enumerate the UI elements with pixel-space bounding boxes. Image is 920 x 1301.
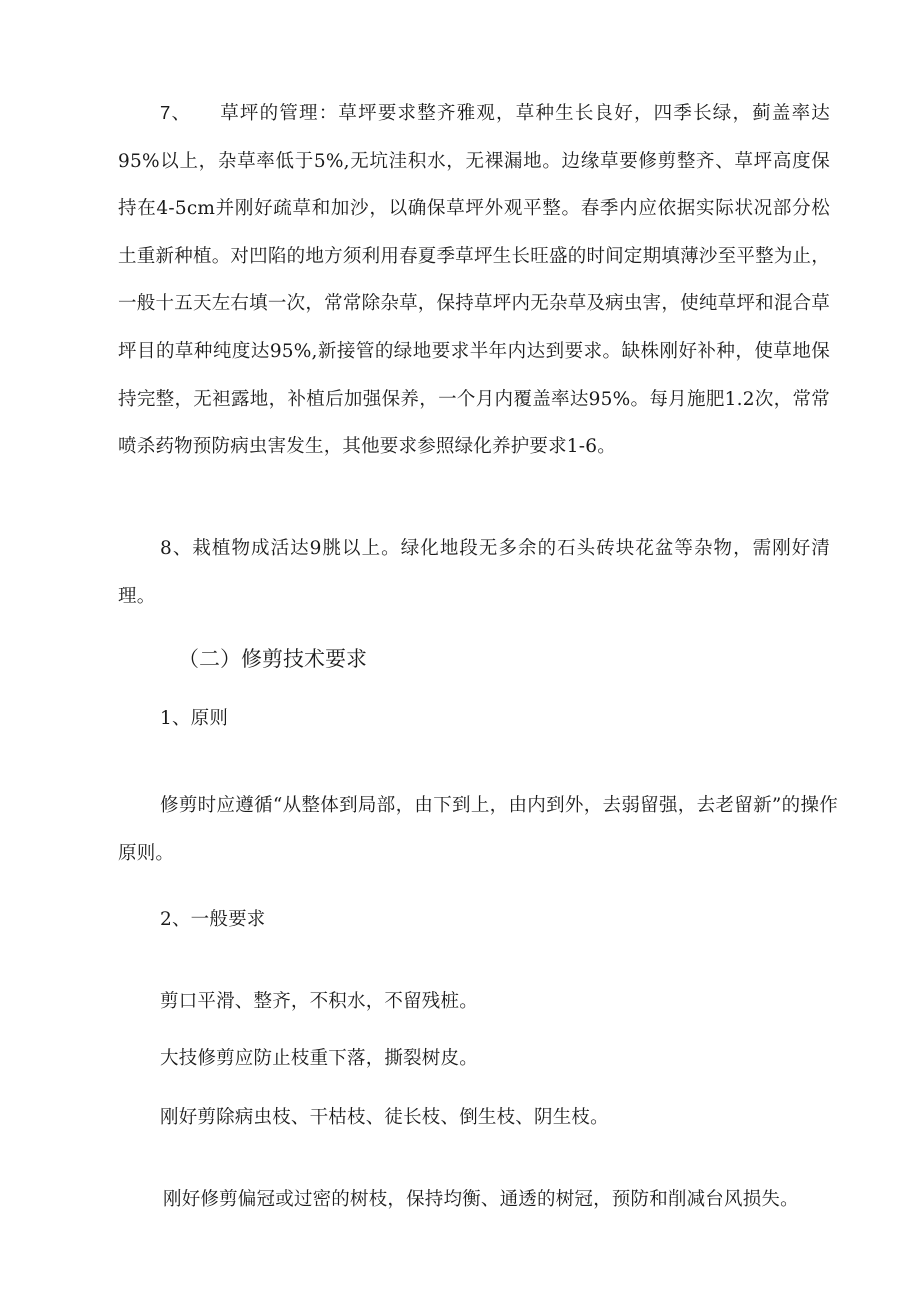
- general-item-3: 刚好剪除病虫枝、干枯枝、徒长枝、倒生枝、阴生枝。: [160, 1107, 609, 1128]
- general-item-2: 大技修剪应防止枝重下落，撕裂树皮。: [160, 1048, 478, 1069]
- section-7-number: 7、: [160, 102, 192, 123]
- general-item-4: 刚好修剪偏冠或过密的树枝，保持均衡、通透的树冠，预防和削减台风损失。: [163, 1189, 799, 1210]
- section-7-text: 草坪的管理：草坪要求整齐雅观，草种生长良好，四季长绿，蓟盖率达95%以上，杂草率低于5%,无坑洼积水，无裸漏地。边缘草要修剪整齐、草坪高度保持在4-5cm并刚好疏草和加沙，以确保草坪外观平整。春季内应依据实际状况部分松土重新种植。对凹陷的地方须利用春夏季草坪生长旺盛的时间定期填薄沙至平整为止，一般十五天左右填一次，常常除杂草，保持草坪内无杂草及病虫害，使纯草坪和混合草坪目的草种纯度达95%,新接管的绿地要求半年内达到要求。缺株刚好补种，使草地保持完整，无袒露地，补植后加强保养，一个月内覆盖率达95%。每月施肥1.2次，常常喷杀药物预防病虫害发生，其他要求参照绿化养护要求1-6。: [118, 103, 830, 458]
- general-title: 2、一般要求: [160, 909, 266, 930]
- principle-paragraph: 修剪时应遵循“从整体到局部，由下到上，由内到外，去弱留强，去老留新”的操作原则。: [118, 795, 838, 864]
- general-item-1: 剪口平滑、整齐，不积水，不留残桩。: [160, 991, 478, 1012]
- section-8-paragraph: 8、栽植物成活达9朓以上。绿化地段无多余的石头砖块花盆等杂物，需刚好清理。: [118, 538, 830, 607]
- section-heading-pruning: （二）修剪技术要求: [178, 647, 367, 671]
- section-7-paragraph: [118, 89, 830, 471]
- principle-title: 1、原则: [160, 708, 229, 729]
